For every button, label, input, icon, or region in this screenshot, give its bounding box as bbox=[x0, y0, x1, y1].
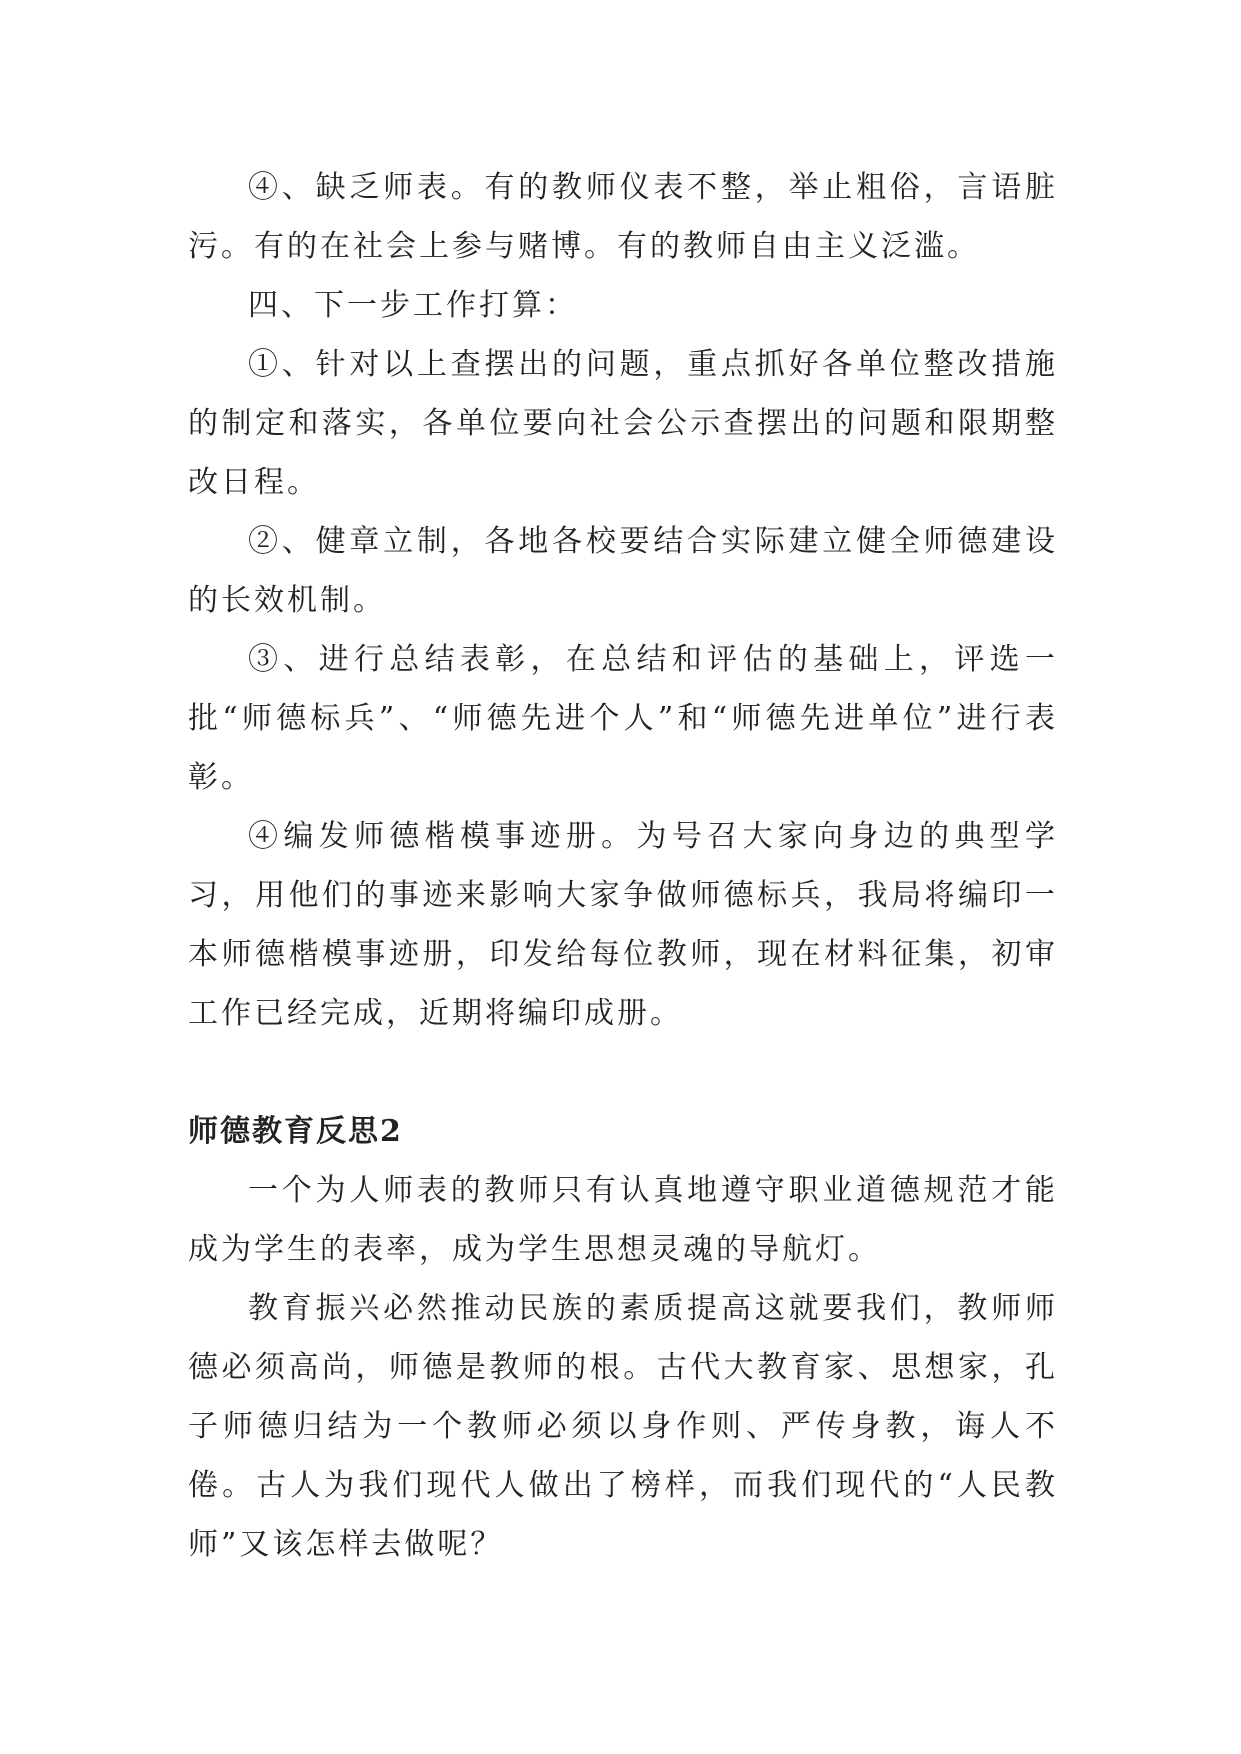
document-body bbox=[188, 158, 1058, 1574]
section-heading-reflection-2: 师德教育反思2 bbox=[188, 1114, 403, 1149]
paragraph-rectification-measures: ①、针对以上查摆出的问题，重点抓好各单位整改措施的制定和落实，各单位要向社会公示查摆出的问题和限期整改日程。 bbox=[188, 347, 1058, 500]
paragraph-model-booklet: ④编发师德楷模事迹册。为号召大家向身边的典型学习，用他们的事迹来影响大家争做师德标兵，我局将编印一本师德楷模事迹册，印发给每位教师，现在材料征集，初审工作已经完成，近期将编印成册。 bbox=[188, 819, 1058, 1031]
paragraph-education-revival: 教育振兴必然推动民族的素质提高这就要我们，教师师德必须高尚，师德是教师的根。古代大教育家、思想家，孔子师德归结为一个教师必须以身作则、严传身教，诲人不倦。古人为我们现代人做出了榜样，而我们现代的“人民教师”又该怎样去做呢？ bbox=[188, 1291, 1058, 1562]
paragraph-rules-system: ②、健章立制，各地各校要结合实际建立健全师德建设的长效机制。 bbox=[188, 524, 1058, 618]
paragraph-lacking-teacher-manner: ④、缺乏师表。有的教师仪表不整，举止粗俗，言语脏污。有的在社会上参与赌博。有的教师自由主义泛滥。 bbox=[188, 170, 1058, 264]
paragraph-commendation: ③、进行总结表彰，在总结和评估的基础上，评选一批“师德标兵”、“师德先进个人”和“师德先进单位”进行表彰。 bbox=[188, 642, 1058, 795]
paragraph-next-steps-heading: 四、下一步工作打算： bbox=[248, 288, 578, 323]
paragraph-teacher-role-model: 一个为人师表的教师只有认真地遵守职业道德规范才能成为学生的表率，成为学生思想灵魂的导航灯。 bbox=[188, 1173, 1058, 1267]
